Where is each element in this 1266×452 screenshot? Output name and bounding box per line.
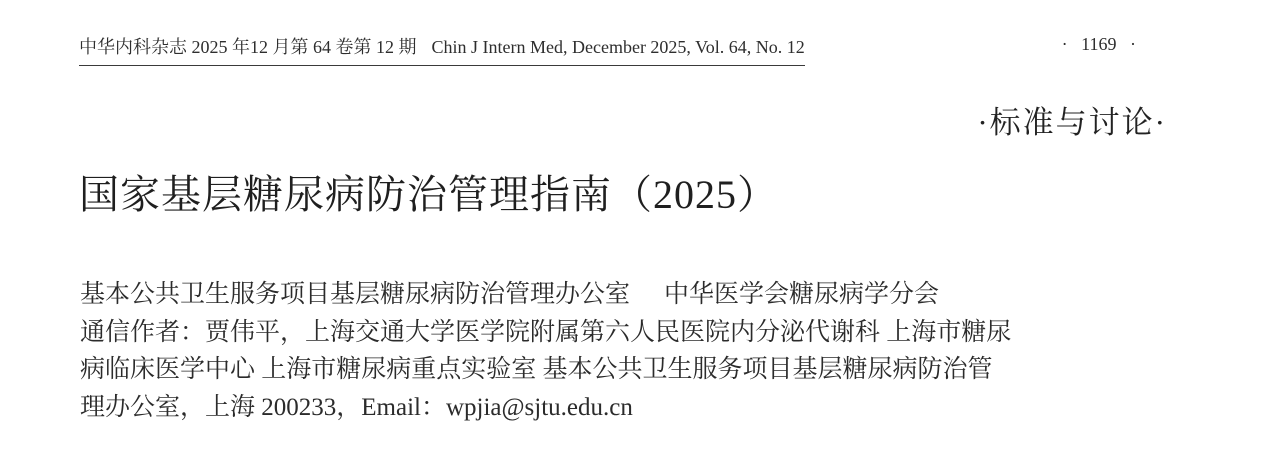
journal-running-head (79, 33, 805, 66)
section-label: ·标准与讨论· (977, 105, 1167, 140)
correspondence-line-2: 病临床医学中心 上海市糖尿病重点实验室 基本公共卫生服务项目基层糖尿病防治管 (80, 356, 993, 383)
org-line (80, 276, 980, 314)
page-header (79, 33, 1136, 66)
correspondence-line-1: 通信作者：贾伟平，上海交通大学医学院附属第六人民医院内分泌代谢科 上海市糖尿 (80, 318, 1012, 346)
org-society: 中华医学会糖尿病学分会 (664, 281, 940, 308)
journal-title-en: Chin J Intern Med, December 2025, Vol. 64, No. 12 (431, 37, 805, 57)
page-number: · 1169 · (1061, 34, 1136, 54)
journal-title-cn: 中华内科杂志 2025 年12 月第 64 卷第 12 期 (79, 37, 417, 57)
correspondence-line-3: 理办公室，上海 200233，Email：wpjia@sjtu.edu.cn (80, 393, 633, 421)
authors-block (80, 276, 1012, 426)
org-office: 基本公共卫生服务项目基层糖尿病防治管理办公室 (80, 281, 631, 308)
article-title: 国家基层糖尿病防治管理指南（2025） (79, 172, 778, 217)
